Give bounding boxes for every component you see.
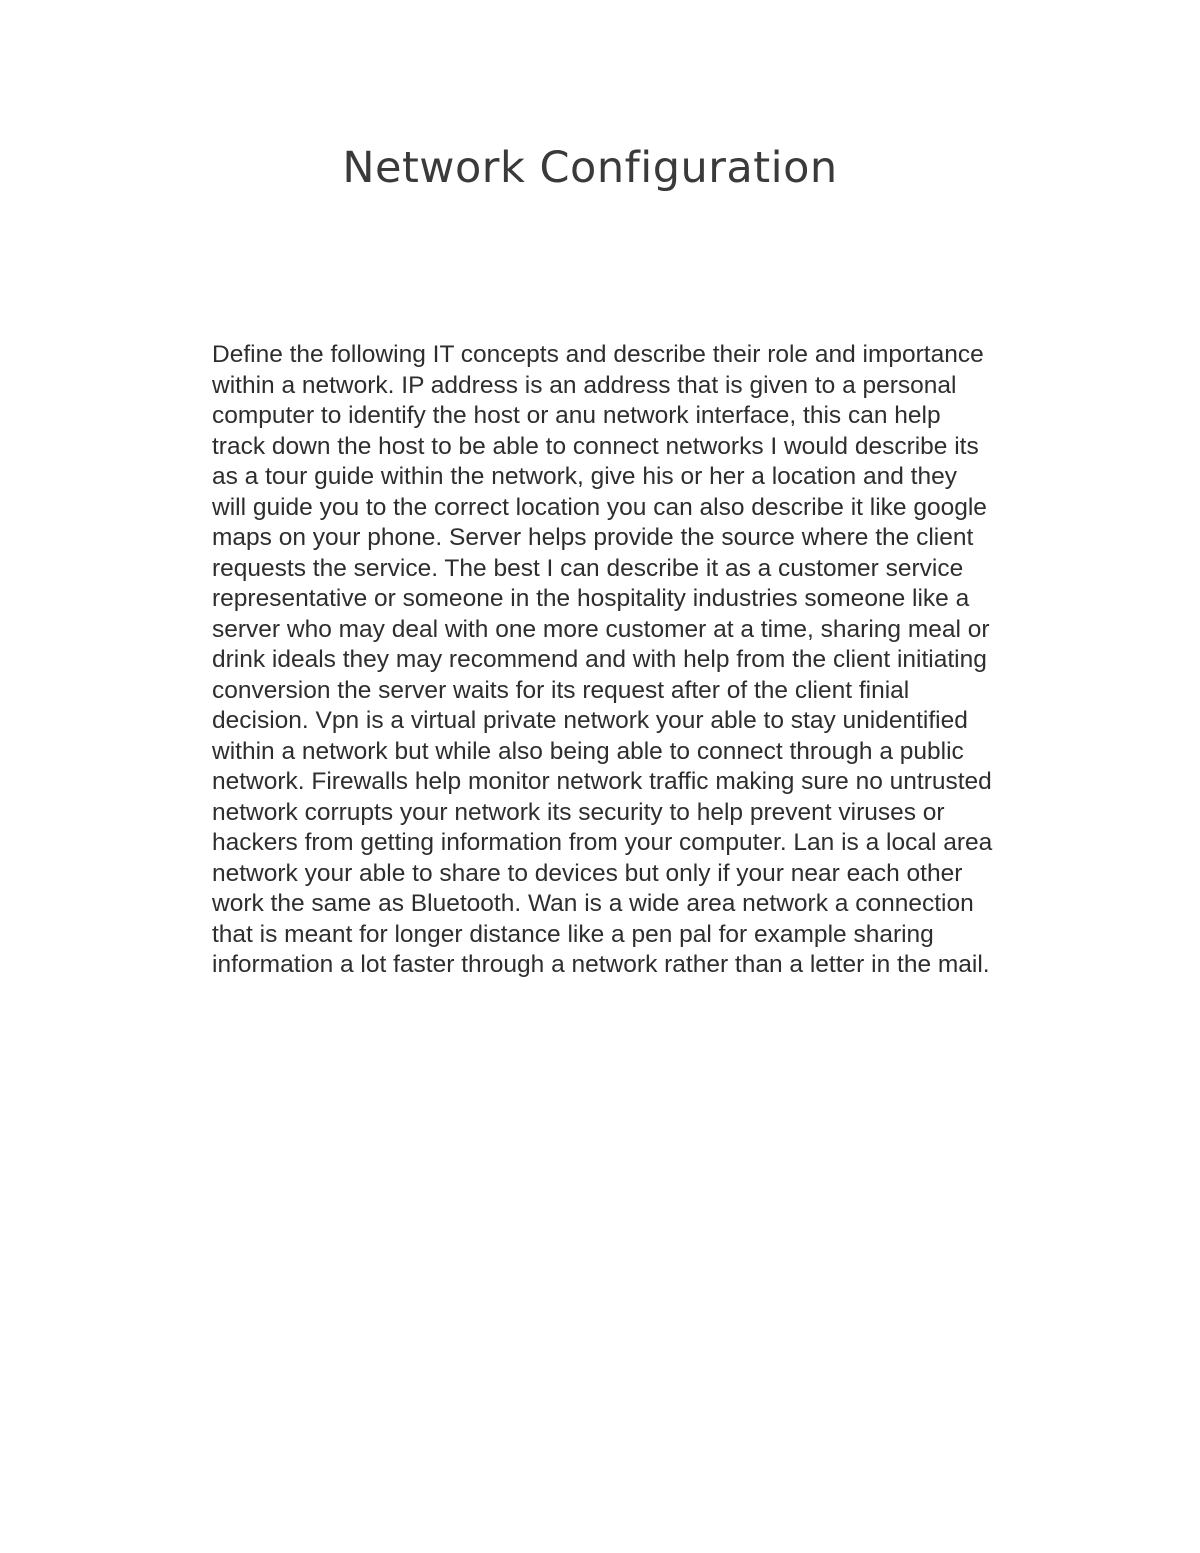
body-line: Define the following IT concepts and describe their role and importance — [212, 341, 984, 368]
body-line: drink ideals they may recommend and with help from the client initiating — [212, 646, 987, 673]
body-line: network corrupts your network its security to help prevent viruses or — [212, 798, 945, 826]
body-line: representative or someone in the hospitality industries someone like a — [212, 585, 970, 612]
body-line: conversion the server waits for its request after of the client finial — [212, 676, 910, 704]
body-line: within a network. IP address is an address that is given to a personal — [212, 371, 957, 399]
body-line: network your able to share to devices but only if your near each other — [212, 859, 963, 887]
document-body — [212, 340, 1092, 981]
body-line: will guide you to the correct location you can also describe it like google — [212, 493, 987, 521]
body-line: decision. Vpn is a virtual private network your able to stay unidentified — [212, 707, 968, 734]
body-line: track down the host to be able to connect networks I would describe its — [212, 432, 979, 460]
body-line: work the same as Bluetooth. Wan is a wide area network a connection — [212, 890, 974, 917]
body-line: requests the service. The best I can describe it as a customer service — [212, 554, 964, 582]
body-line: server who may deal with one more customer at a time, sharing meal or — [212, 615, 990, 643]
body-line: within a network but while also being able to connect through a public — [212, 737, 964, 765]
body-line: as a tour guide within the network, give his or her a location and they — [212, 463, 957, 490]
body-line: hackers from getting information from your computer. Lan is a local area — [212, 829, 993, 856]
document-title: Network Configuration — [342, 143, 838, 193]
body-line: maps on your phone. Server helps provide the source where the client — [212, 524, 974, 551]
body-line: information a lot faster through a network rather than a letter in the mail. — [212, 951, 990, 978]
body-line: network. Firewalls help monitor network traffic making sure no untrusted — [212, 768, 992, 795]
body-line: that is meant for longer distance like a pen pal for example sharing — [212, 920, 934, 948]
body-line: computer to identify the host or anu network interface, this can help — [212, 402, 941, 429]
